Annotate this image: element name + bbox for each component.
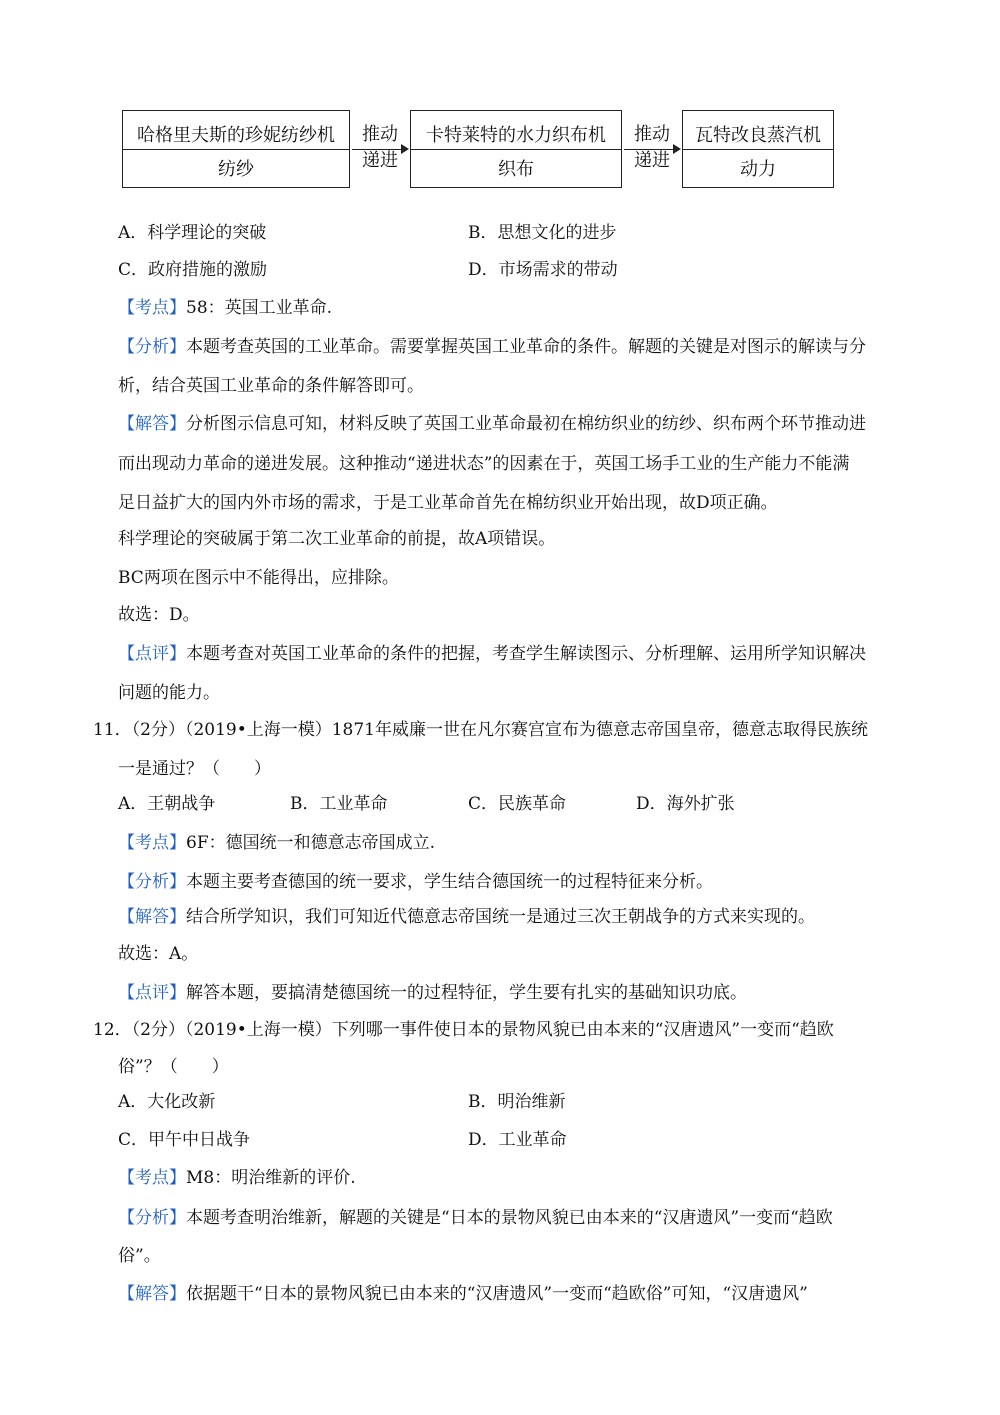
- box-title: 卡特莱特的水力织布机: [426, 125, 606, 146]
- option-d: D．海外扩张: [636, 794, 735, 814]
- kaodian-tag: 【考点】: [118, 833, 186, 853]
- connector-label: 推动 递进: [634, 124, 670, 171]
- jieda-cont: 故选：A。: [118, 944, 199, 964]
- kaodian-tag: 【考点】: [118, 1168, 186, 1188]
- dianping-tag: 【点评】: [118, 983, 186, 1003]
- fenxi: 【分析】本题主要考查德国的统一要求，学生结合德国统一的过程特征来分析。: [118, 872, 713, 892]
- option-a: A．大化改新: [118, 1092, 216, 1112]
- arrow-head: [401, 144, 409, 154]
- diagram-box-weaving: [410, 110, 622, 188]
- option-b: B．明治维新: [468, 1092, 566, 1112]
- box-label: 织布: [498, 159, 534, 180]
- jieda-cont: 足日益扩大的国内外市场的需求，于是工业革命首先在棉纺织业开始出现，故D项正确。: [118, 493, 778, 513]
- arrow-line: [352, 149, 402, 150]
- jieda-cont: 故选：D。: [118, 605, 200, 625]
- jieda-cont: 科学理论的突破属于第二次工业革命的前提，故A项错误。: [118, 529, 556, 549]
- fenxi-tag: 【分析】: [118, 872, 186, 892]
- option-b: B．工业革命: [290, 794, 388, 814]
- question-11-stem: 11．（2分）（2019•上海一模）1871年威廉一世在凡尔赛宫宣布为德意志帝国皇帝，德意志取得民族统: [93, 720, 869, 740]
- box-title: 哈格里夫斯的珍妮纺纱机: [137, 125, 335, 146]
- jieda-tag: 【解答】: [118, 1284, 186, 1304]
- arrow-head: [673, 144, 681, 154]
- dianping-cont: 问题的能力。: [118, 683, 220, 703]
- dianping-tag: 【点评】: [118, 644, 186, 664]
- option-a: A．科学理论的突破: [118, 223, 267, 243]
- jieda: 【解答】依据题干“日本的景物风貌已由本来的“汉唐遗风”一变而“趋欧俗”可知，“汉唐遗风”: [118, 1284, 808, 1304]
- question-11-stem-cont: 一是通过？（ ）: [118, 759, 271, 779]
- kaodian-tag: 【考点】: [118, 298, 186, 318]
- connector-label: 推动 递进: [362, 124, 398, 171]
- option-b: B．思想文化的进步: [468, 223, 617, 243]
- option-c: C．甲午中日战争: [118, 1130, 251, 1150]
- box-title: 瓦特改良蒸汽机: [695, 125, 821, 146]
- kaodian: 【考点】M8：明治维新的评价.: [118, 1168, 356, 1188]
- option-d: D．市场需求的带动: [468, 260, 618, 280]
- option-d: D．工业革命: [468, 1130, 567, 1150]
- jieda: 【解答】分析图示信息可知，材料反映了英国工业革命最初在棉纺织业的纺纱、织布两个环节推动进: [118, 414, 866, 434]
- fenxi-tag: 【分析】: [118, 1208, 186, 1228]
- box-label: 纺纱: [218, 159, 254, 180]
- box-label: 动力: [740, 159, 776, 180]
- diagram-box-spinning: [122, 110, 350, 188]
- fenxi-cont: 析，结合英国工业革命的条件解答即可。: [118, 376, 424, 396]
- jieda-cont: 而出现动力革命的递进发展。这种推动“递进状态”的因素在于，英国工场手工业的生产能力不能满: [118, 454, 850, 474]
- option-a: A．王朝战争: [118, 794, 216, 814]
- option-c: C．民族革命: [468, 794, 567, 814]
- jieda: 【解答】结合所学知识，我们可知近代德意志帝国统一是通过三次王朝战争的方式来实现的。: [118, 907, 815, 927]
- fenxi: 【分析】本题考查明治维新，解题的关键是“日本的景物风貌已由本来的“汉唐遗风”一变而“趋欧: [118, 1208, 833, 1228]
- diagram-box-power: [682, 110, 834, 188]
- option-c: C．政府措施的激励: [118, 260, 268, 280]
- arrow-line: [624, 149, 674, 150]
- fenxi-cont: 俗”。: [118, 1246, 161, 1266]
- jieda-tag: 【解答】: [118, 414, 186, 434]
- fenxi-tag: 【分析】: [118, 337, 186, 357]
- question-12-stem: 12．（2分）（2019•上海一模）下列哪一事件使日本的景物风貌已由本来的“汉唐遗风”一变而“趋欧: [93, 1020, 834, 1040]
- question-12-stem-cont: 俗”？（ ）: [118, 1057, 229, 1077]
- dianping: 【点评】本题考查对英国工业革命的条件的把握，考查学生解读图示、分析理解、运用所学知识解决: [118, 644, 866, 664]
- jieda-tag: 【解答】: [118, 907, 186, 927]
- fenxi: 【分析】本题考查英国的工业革命。需要掌握英国工业革命的条件。解题的关键是对图示的解读与分: [118, 337, 866, 357]
- kaodian: 【考点】6F：德国统一和德意志帝国成立.: [118, 833, 436, 853]
- dianping: 【点评】解答本题，要搞清楚德国统一的过程特征，学生要有扎实的基础知识功底。: [118, 983, 747, 1003]
- jieda-cont: BC两项在图示中不能得出，应排除。: [118, 568, 399, 588]
- kaodian: 【考点】58：英国工业革命.: [118, 298, 333, 318]
